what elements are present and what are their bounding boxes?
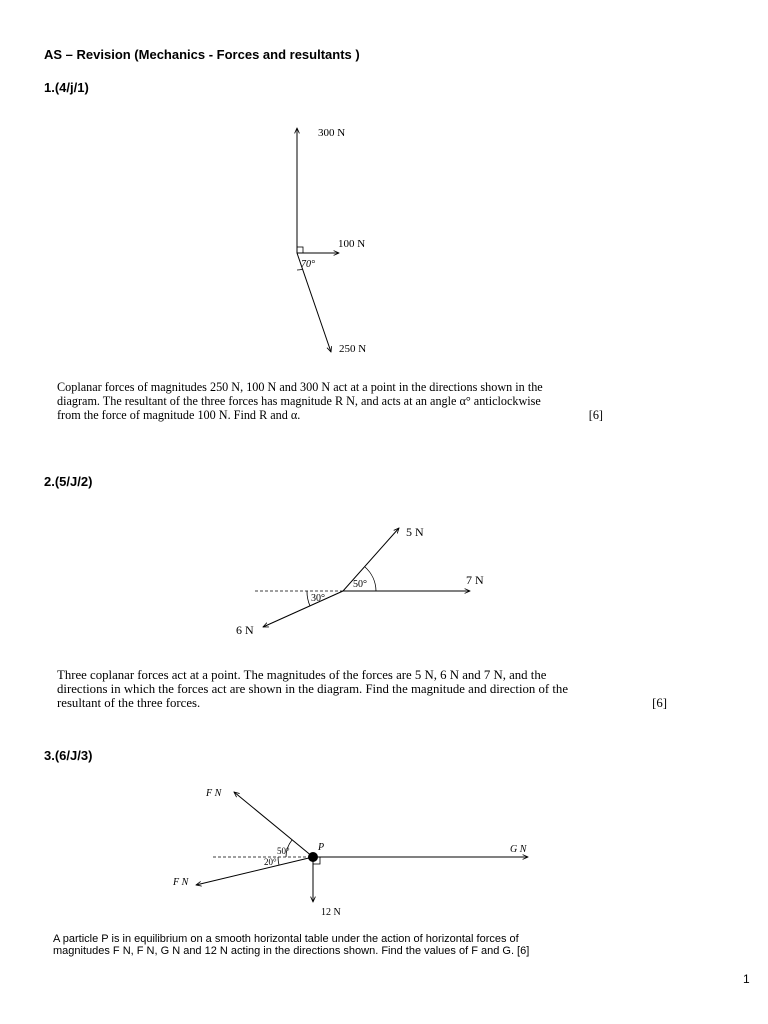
- right-angle-mark: [297, 247, 303, 253]
- force-f-lower-arrow: [196, 857, 313, 885]
- question-3-heading: 3.(6/J/3): [44, 748, 93, 763]
- question-1-text: [57, 380, 603, 422]
- label-angle-70: 70°: [301, 259, 315, 270]
- label-angle-30: 30°: [311, 593, 325, 604]
- label-250n: 250 N: [339, 343, 367, 355]
- marks: [6]: [652, 696, 667, 710]
- page-number: 1: [743, 972, 750, 986]
- label-6n: 6 N: [236, 623, 254, 637]
- text-line: A particle P is in equilibrium on a smooth horizontal table under the action of horizontal forces of: [53, 933, 519, 945]
- force-6n-arrow: [263, 591, 343, 627]
- label-angle-50: 50°: [277, 846, 290, 856]
- question-1-heading: 1.(4/j/1): [44, 80, 89, 95]
- text-line: Three coplanar forces act at a point. The magnitudes of the forces are 5 N, 6 N and 7 N, and the: [57, 668, 547, 682]
- question-2-text: [57, 668, 667, 710]
- question-3-text: [53, 933, 657, 957]
- angle-30-arc: [307, 591, 310, 606]
- document-title: AS – Revision (Mechanics - Forces and resultants ): [44, 47, 360, 62]
- label-5n: 5 N: [406, 525, 424, 539]
- label-angle-20: 20°: [264, 857, 277, 867]
- label-g: G N: [510, 844, 527, 855]
- text-line: from the force of magnitude 100 N. Find R and α.: [57, 408, 301, 422]
- text-line: resultant of the three forces.: [57, 696, 201, 710]
- angle-20-arc: [278, 857, 279, 865]
- text-line: directions in which the forces act are shown in the diagram. Find the magnitude and direction of the: [57, 682, 569, 696]
- label-300n: 300 N: [318, 127, 346, 139]
- text-line: Coplanar forces of magnitudes 250 N, 100 N and 300 N act at a point in the directions shown in the: [57, 380, 543, 394]
- particle-p: [308, 852, 318, 862]
- question-2-heading: 2.(5/J/2): [44, 474, 93, 489]
- marks: [6]: [588, 408, 603, 422]
- label-7n: 7 N: [466, 573, 484, 587]
- label-100n: 100 N: [338, 238, 366, 250]
- force-f-upper-arrow: [234, 792, 313, 857]
- label-f-lower: F N: [173, 877, 189, 888]
- label-p: P: [318, 842, 325, 853]
- text-line: diagram. The resultant of the three forces has magnitude R N, and acts at an angle α° anticlockwise: [57, 394, 541, 408]
- force-5n-arrow: [343, 528, 399, 591]
- label-f-upper: F N: [206, 788, 222, 799]
- label-12n: 12 N: [321, 907, 341, 918]
- label-angle-50: 50°: [353, 579, 367, 590]
- text-line: magnitudes F N, F N, G N and 12 N acting in the directions shown. Find the values of F and G. [6]: [53, 945, 530, 957]
